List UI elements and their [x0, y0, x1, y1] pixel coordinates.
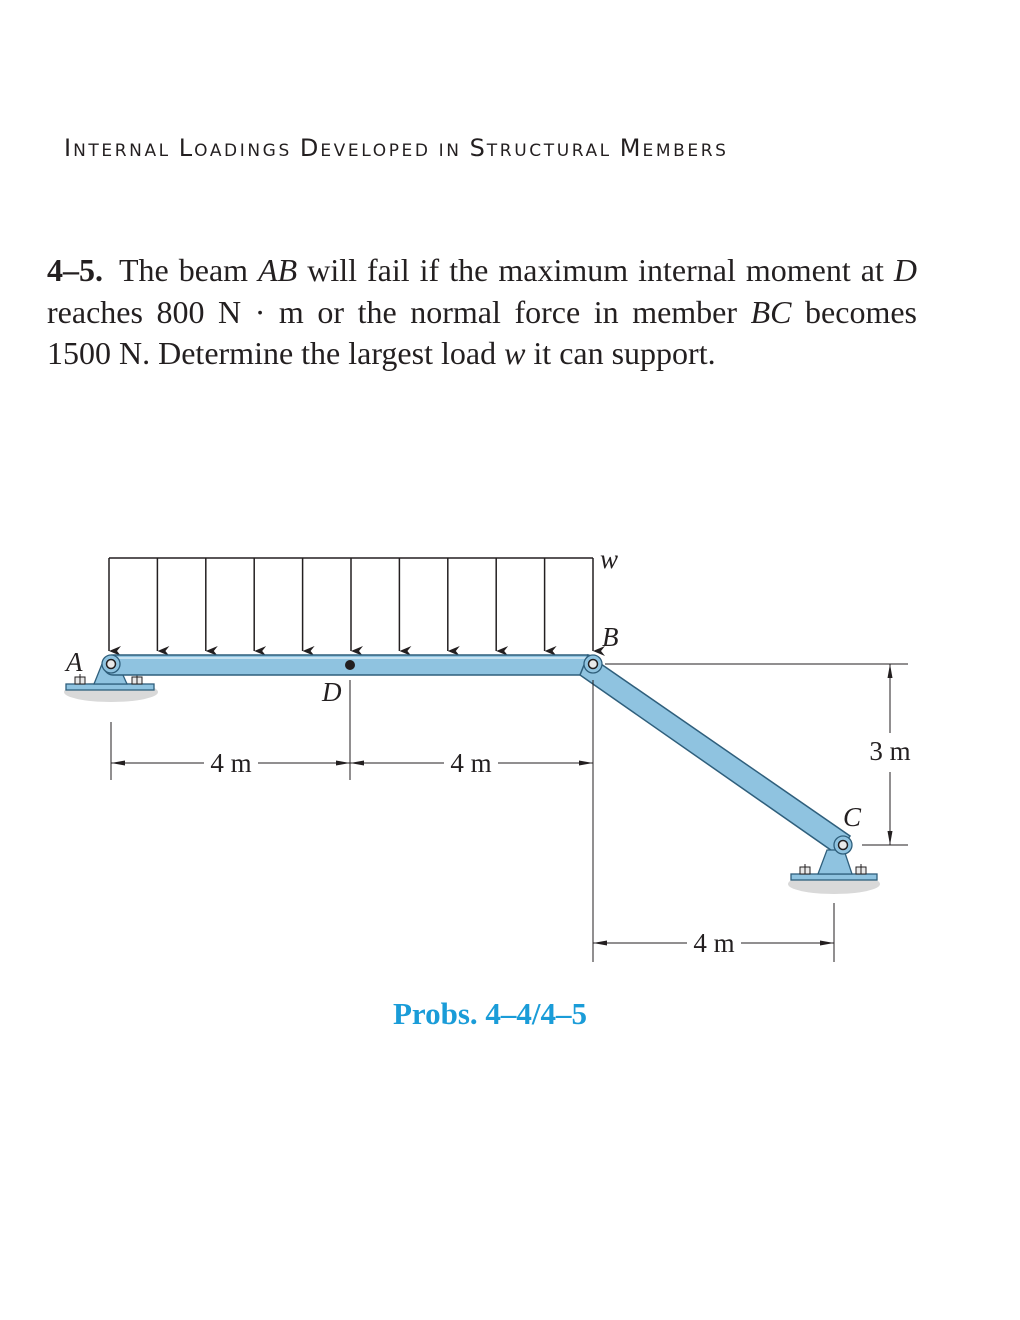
point-d-marker: [345, 660, 355, 670]
bolt-icon: [856, 864, 866, 874]
label-w: w: [600, 544, 619, 574]
running-head-word-5: STRUCTURAL: [469, 134, 612, 162]
distributed-load: [109, 558, 593, 651]
problem-text: reaches 800 N · m or the normal force in member: [47, 293, 751, 330]
running-head-word-2: LOADINGS: [178, 134, 292, 162]
problem-number: 4–5.: [47, 252, 103, 288]
pin-b: [584, 655, 602, 673]
bolt-icon: [800, 864, 810, 874]
member-bc-body: [580, 655, 850, 855]
problem-text: becomes 1500 N. Determine the largest load: [47, 293, 918, 371]
dimension-db: [350, 748, 593, 778]
label-c: C: [843, 802, 862, 832]
dimension-bc-vertical: [869, 664, 910, 845]
problem-text: it can support.: [525, 335, 716, 371]
problem-math: D: [893, 252, 918, 288]
dimension-bc-horizontal: [593, 928, 834, 958]
problem-math: w: [504, 335, 526, 371]
running-head-word-3: DEVELOPED: [299, 134, 431, 162]
member-bc: [580, 655, 850, 855]
label-b: B: [602, 622, 619, 652]
pin-c-center: [839, 841, 848, 850]
support-a-baseplate: [66, 684, 154, 690]
figure-caption: Probs. 4–4/4–5: [392, 996, 588, 1031]
problem-text: The beam: [119, 252, 259, 288]
running-head-word-6: MEMBERS: [619, 134, 729, 162]
running-head-word-4: IN: [438, 141, 462, 161]
dimension-db-label: 4 m: [450, 748, 492, 778]
dimension-ad: [111, 748, 350, 778]
dimension-bc-horizontal-label: 4 m: [693, 928, 735, 958]
label-d: D: [322, 677, 342, 707]
running-head-word-1: INTERNAL: [64, 134, 171, 162]
load-arrows: [109, 558, 593, 651]
support-c-baseplate: [791, 874, 877, 880]
pin-a: [102, 655, 120, 673]
label-a: A: [66, 647, 83, 677]
problem-text: will fail if the maximum internal moment at: [297, 252, 894, 288]
dimension-ad-label: 4 m: [210, 748, 252, 778]
problem-math: BC: [750, 293, 792, 330]
dimension-bc-vertical-label: 3 m: [869, 736, 911, 766]
problem-math: AB: [258, 252, 298, 288]
